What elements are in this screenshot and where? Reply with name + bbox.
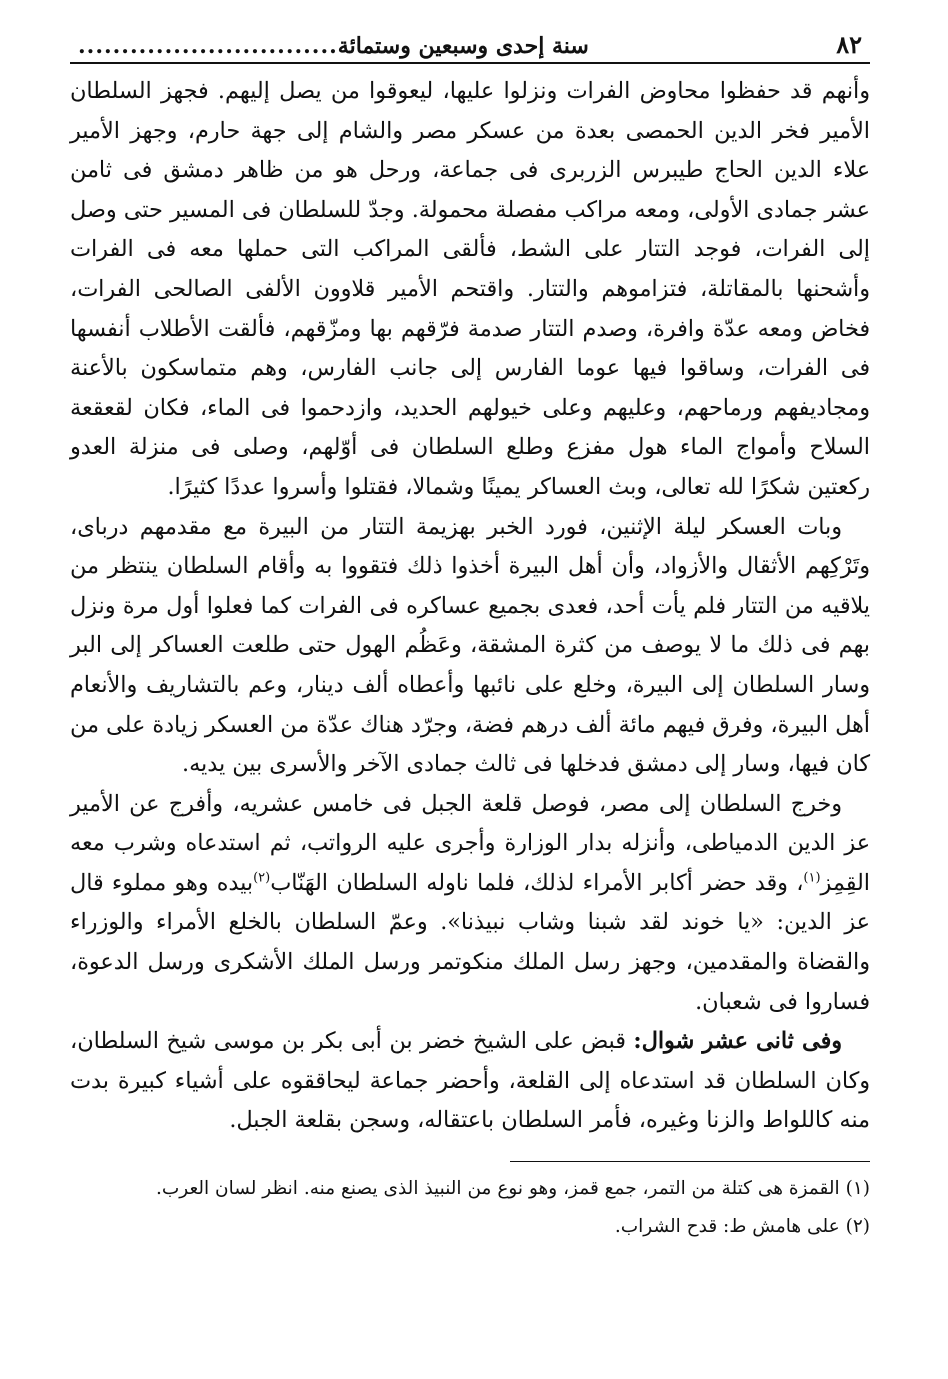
header-dot-leader: .............................. <box>78 33 338 59</box>
paragraph-4-text: قبض على الشيخ خضر بن أبى بكر بن موسى شيخ السلطان، وكان السلطان قد استدعاه إلى القلعة، وأحضر جماعة ليحاققوه على أشياء كبيرة بدت منه كاللواط والزنا وغيره، فأمر السلطان باعتقاله، وسجن بقلعة الجبل. <box>70 1028 870 1134</box>
header-title: سنة إحدى وسبعين وستمائة <box>337 33 589 59</box>
paragraph-3-part-c: بيده وهو مملوء قال عز الدين: «يا خوند لقد شبنا وشاب نبيذنا». وعمّ السلطان بالخلع الأمراء والوزراء والقضاة والمقدمين، وجهز رسل الملك منكوتمر ورسل الملك الأشكرى ورسل الدعوة، فساروا فى شعبان. <box>70 869 870 1015</box>
footnote-1-number: (١) <box>845 1178 870 1200</box>
paragraph-4-lead: وفى ثانى عشر شوال: <box>633 1028 843 1055</box>
footnote-1 <box>70 1172 870 1206</box>
footnote-2-number: (٢) <box>845 1216 870 1238</box>
footnote-ref-1[interactable]: (١) <box>803 870 821 886</box>
body-text <box>70 72 870 1141</box>
paragraph-3-part-b: ، وقد حضر أكابر الأمراء لذلك، فلما ناوله السلطان الهَنّاب <box>270 869 804 896</box>
paragraph-4 <box>70 1022 870 1141</box>
paragraph-3-part-a: وخرج السلطان إلى مصر، فوصل قلعة الجبل فى خامس عشريه، وأفرج عن الأمير عز الدين الدمياطى، وأنزله بدار الوزارة وأجرى عليه الرواتب، ثم استدعاه وشرب معه القِمِز <box>70 790 870 896</box>
document-page <box>70 28 870 1248</box>
running-header <box>70 28 870 64</box>
paragraph-1: وأنهم قد حفظوا محاوض الفرات ونزلوا عليها، ليعوقوا من يصل إليهم. فجهز السلطان الأمير فخر الدين الحمصى بعدة من عسكر مصر والشام إلى جهة حارم، وجهز الأمير علاء الدين الحاج طيبرس الزربرى فى جماعة، ورحل هو من ظاهر دمشق فى ثامن عشر جمادى الأولى، ومعه مراكب مفصلة محمولة. وجدّ للسلطان فى المسير حتى وصل إلى الفرات، فوجد التتار على الشط، فألقى المراكب التى حملها معه فى الفرات وأشحنها بالمقاتلة، فتزاموهم والتتار. واقتحم الأمير قلاوون الألفى الصالحى الفرات، فخاض ومعه عدّة وافرة، وصدم التتار صدمة فرّقهم بها ومزّقهم، فألقت الأطلاب أنفسها فى الفرات، وساقوا فيها عوما الفارس إلى جانب الفارس، وهم متماسكون بالأعنة ومجاديفهم ورماحهم، وعليهم وعلى خيولهم الحديد، وازدحموا فى الماء، فكان لقعقعة السلاح وأمواج الماء هول مفزع وطلع السلطان فى أوّلهم، وصلى فى منزلة العدو ركعتين شكرًا لله تعالى، وبث العساكر يمينًا وشمالا، فقتلوا وأسروا عددًا كثيرًا. <box>70 78 870 500</box>
footnote-2-text: على هامش ط: قدح الشراب. <box>614 1216 840 1238</box>
footnote-1-text: القمزة هى كتلة من التمر، جمع قمز، وهو نوع من النبيذ الذى يصنع منه. انظر لسان العرب. <box>155 1178 840 1200</box>
footnotes <box>70 1172 870 1244</box>
paragraph-2: وبات العسكر ليلة الإثنين، فورد الخبر بهزيمة التتار من البيرة مع مقدمهم دربای، وتَرْكِهم الأثقال والأزواد، وأن أهل البيرة أخذوا ذلك فتقووا به وأقام السلطان ينتظر من يلاقيه من التتار فلم يأت أحد، فعدى بجميع عساكره فى الفرات كما فعلوا أول مرة ونزل بهم فى ذلك ما لا يوصف من كثرة المشقة، وعَظُم الهول حتى طلعت العساكر إلى البر وسار السلطان إلى البيرة، وخلع على نائبها وأعطاه ألف دينار، وعم بالتشاريف والأنعام أهل البيرة، وفرق فيهم مائة ألف درهم فضة، وجرّد هناك عدّة من العسكر زيادة على من كان فيها، وسار إلى دمشق فدخلها فى ثالث جمادى الآخر والأسرى بين يديه. <box>70 513 870 778</box>
header-title-group <box>78 29 589 63</box>
paragraph-3 <box>70 785 870 1023</box>
page-number: ٨٢ <box>836 30 862 59</box>
footnote-divider <box>510 1161 870 1162</box>
footnote-ref-2[interactable]: (٢) <box>253 870 271 886</box>
footnote-2 <box>70 1210 870 1244</box>
